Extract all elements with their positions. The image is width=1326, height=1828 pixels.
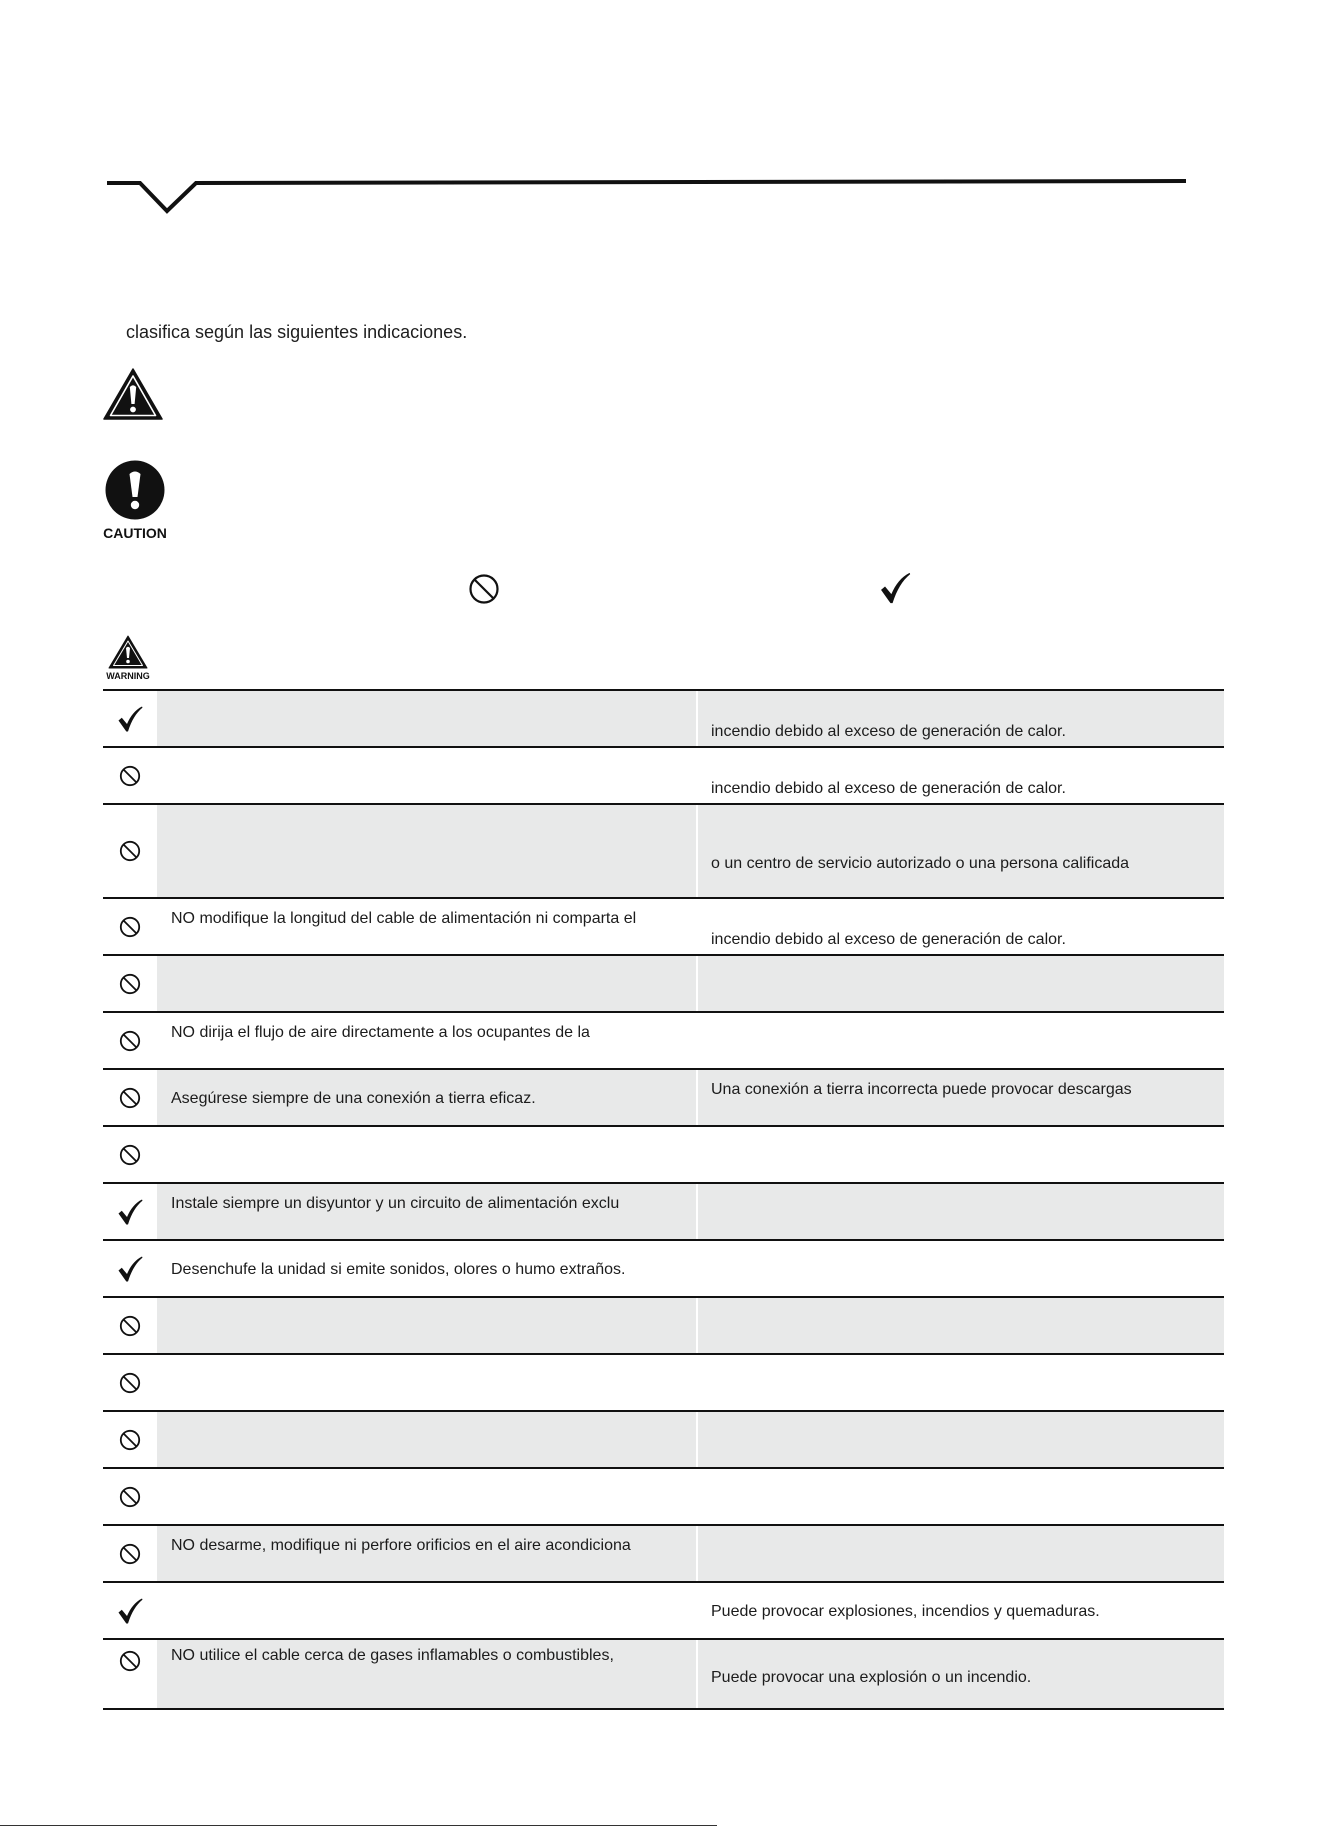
prohibition-icon <box>119 1650 141 1672</box>
row-consequence-cell <box>698 1412 1224 1467</box>
row-icon-cell <box>103 1355 157 1410</box>
prohibition-icon <box>119 973 141 995</box>
check-icon <box>117 1198 143 1226</box>
row-status-icon-slot <box>119 1087 141 1109</box>
row-icon-cell <box>103 1526 157 1581</box>
prohibition-icon <box>119 916 141 938</box>
row-instruction-text: Instale siempre un disyuntor y un circuito de alimentación exclu <box>171 1195 620 1212</box>
row-instruction-cell <box>157 1412 696 1467</box>
row-instruction-cell <box>157 1184 696 1239</box>
row-icon-cell <box>103 1070 157 1125</box>
row-status-icon-slot <box>119 840 141 862</box>
row-icon-cell <box>103 1013 157 1068</box>
check-icon <box>877 571 913 605</box>
row-status-icon-slot <box>119 973 141 995</box>
table-row <box>103 1638 1224 1710</box>
row-status-icon-slot <box>117 1597 143 1625</box>
row-consequence-cell <box>698 1070 1224 1125</box>
row-instruction-cell <box>157 1298 696 1353</box>
row-status-icon-slot <box>119 1372 141 1394</box>
row-consequence-cell <box>698 1526 1224 1581</box>
row-icon-cell <box>103 691 157 746</box>
header-rule <box>0 0 1326 230</box>
row-consequence-text: o un centro de servicio autorizado o una persona calificada <box>711 855 1130 872</box>
row-consequence-cell <box>698 1184 1224 1239</box>
table-row <box>103 954 1224 1011</box>
table-row <box>103 1125 1224 1182</box>
row-icon-cell <box>103 1412 157 1467</box>
check-icon <box>117 705 143 733</box>
row-instruction-cell <box>157 899 696 954</box>
row-status-icon-slot <box>119 1650 141 1672</box>
row-icon-cell <box>103 1469 157 1524</box>
row-instruction-text: NO desarme, modifique ni perfore orificios en el aire acondiciona <box>171 1537 631 1554</box>
row-consequence-cell <box>698 1013 1224 1068</box>
row-icon-cell <box>103 1184 157 1239</box>
table-row <box>103 1239 1224 1296</box>
row-consequence-text: Puede provocar explosiones, incendios y quemaduras. <box>711 1603 1100 1620</box>
prohibition-icon <box>119 1543 141 1565</box>
prohibition-icon <box>119 840 141 862</box>
row-consequence-cell <box>698 1298 1224 1353</box>
row-status-icon-slot <box>119 1144 141 1166</box>
row-consequence-text: Puede provocar una explosión o un incendio. <box>711 1669 1032 1686</box>
prohibition-icon <box>119 1429 141 1451</box>
intro-text: clasifica según las siguientes indicaciones. <box>126 322 468 342</box>
row-status-icon-slot <box>119 916 141 938</box>
row-consequence-cell <box>698 899 1224 954</box>
row-status-icon-slot <box>119 1486 141 1508</box>
row-instruction-cell <box>157 1241 696 1296</box>
table-row <box>103 689 1224 746</box>
caution-label: CAUTION <box>103 525 167 541</box>
row-instruction-cell <box>157 1127 696 1182</box>
row-instruction-cell <box>157 1640 696 1708</box>
row-instruction-cell <box>157 748 696 803</box>
table-row <box>103 746 1224 803</box>
row-consequence-text: incendio debido al exceso de generación de calor. <box>711 723 1066 740</box>
row-instruction-cell <box>157 1355 696 1410</box>
row-icon-cell <box>103 1298 157 1353</box>
table-row <box>103 1467 1224 1524</box>
row-icon-cell <box>103 899 157 954</box>
row-instruction-cell <box>157 1070 696 1125</box>
table-row <box>103 1353 1224 1410</box>
row-instruction-cell <box>157 1526 696 1581</box>
warning-triangle-icon <box>103 368 163 420</box>
row-instruction-text: NO dirija el flujo de aire directamente a los ocupantes de la <box>171 1024 590 1041</box>
table-row <box>103 1182 1224 1239</box>
row-icon-cell <box>103 1241 157 1296</box>
prohibition-icon <box>119 1315 141 1337</box>
row-icon-cell <box>103 1127 157 1182</box>
row-status-icon-slot <box>119 1315 141 1337</box>
row-status-icon-slot <box>119 1030 141 1052</box>
row-status-icon-slot <box>117 1198 143 1226</box>
row-consequence-cell <box>698 1640 1224 1708</box>
row-consequence-cell <box>698 748 1224 803</box>
row-consequence-cell <box>698 956 1224 1011</box>
row-consequence-cell <box>698 1469 1224 1524</box>
row-consequence-cell <box>698 1355 1224 1410</box>
table-row <box>103 1068 1224 1125</box>
prohibition-icon <box>119 1087 141 1109</box>
row-instruction-cell <box>157 956 696 1011</box>
row-instruction-cell <box>157 1013 696 1068</box>
safety-table <box>103 689 1224 1710</box>
table-row <box>103 1296 1224 1353</box>
prohibition-icon <box>119 1486 141 1508</box>
warning-badge-icon <box>108 635 148 669</box>
row-consequence-cell <box>698 1127 1224 1182</box>
row-instruction-cell <box>157 1469 696 1524</box>
row-instruction-cell <box>157 691 696 746</box>
row-consequence-cell <box>698 1241 1224 1296</box>
check-icon <box>117 1255 143 1283</box>
table-row <box>103 1410 1224 1467</box>
table-row <box>103 897 1224 954</box>
row-icon-cell <box>103 1640 157 1708</box>
table-row <box>103 1581 1224 1638</box>
caution-icon <box>105 460 165 520</box>
warning-label: WARNING <box>106 671 150 681</box>
table-row <box>103 1524 1224 1581</box>
row-icon-cell <box>103 805 157 897</box>
prohibition-icon <box>119 1372 141 1394</box>
prohibition-icon <box>119 1030 141 1052</box>
row-consequence-text: Una conexión a tierra incorrecta puede provocar descargas <box>711 1081 1132 1098</box>
row-instruction-text: Asegúrese siempre de una conexión a tierra eficaz. <box>171 1090 536 1107</box>
row-instruction-text: NO utilice el cable cerca de gases inflamables o combustibles, <box>171 1647 614 1664</box>
row-consequence-cell <box>698 805 1224 897</box>
row-consequence-cell <box>698 691 1224 746</box>
row-status-icon-slot <box>117 1255 143 1283</box>
row-instruction-cell <box>157 805 696 897</box>
prohibition-icon <box>119 765 141 787</box>
prohibition-icon <box>119 1144 141 1166</box>
row-instruction-text: NO modifique la longitud del cable de alimentación ni comparta el <box>171 910 637 927</box>
row-icon-cell <box>103 1583 157 1638</box>
row-status-icon-slot <box>117 705 143 733</box>
prohibition-icon <box>468 573 500 605</box>
check-icon <box>117 1597 143 1625</box>
row-consequence-text: incendio debido al exceso de generación de calor. <box>711 931 1066 948</box>
row-status-icon-slot <box>119 1543 141 1565</box>
row-icon-cell <box>103 748 157 803</box>
row-status-icon-slot <box>119 765 141 787</box>
table-row <box>103 1011 1224 1068</box>
row-instruction-cell <box>157 1583 696 1638</box>
footer-divider <box>0 1825 717 1826</box>
row-status-icon-slot <box>119 1429 141 1451</box>
row-consequence-cell <box>698 1583 1224 1638</box>
table-row <box>103 803 1224 897</box>
row-instruction-text: Desenchufe la unidad si emite sonidos, olores o humo extraños. <box>171 1261 626 1278</box>
row-consequence-text: incendio debido al exceso de generación de calor. <box>711 780 1066 797</box>
row-icon-cell <box>103 956 157 1011</box>
